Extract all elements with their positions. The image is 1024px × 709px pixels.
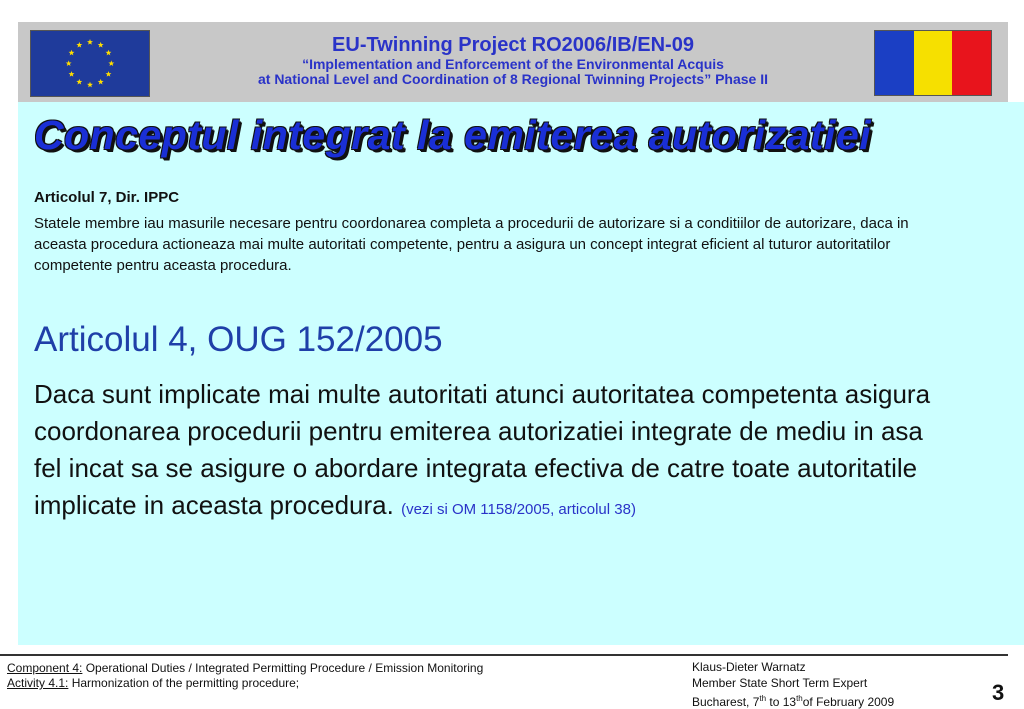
eu-stars <box>31 31 149 96</box>
page-number: 3 <box>992 680 1005 705</box>
date-place: Bucharest, 7 <box>692 695 760 709</box>
flag-stripe-blue <box>875 31 914 95</box>
footer-date <box>692 691 894 709</box>
date-end: of February 2009 <box>802 695 895 709</box>
eu-star-icon <box>108 60 114 66</box>
eu-star-icon <box>66 60 72 66</box>
eu-star-icon <box>106 71 112 77</box>
header-banner <box>18 22 1008 102</box>
eu-star-icon <box>87 39 93 45</box>
eu-star-icon <box>98 79 104 85</box>
footer-activity-line <box>7 676 483 691</box>
date-mid: to 13 <box>766 695 797 709</box>
oug-text: Daca sunt implicate mai multe autoritati atunci autoritatea competenta asigura coordonarea procedurii pentru emiterea autorizatiei integrate de mediu in asa fel incat sa se asigure o abordare integrata efectiva de catre toate autoritatile implicate in aceasta procedura. <box>34 379 931 520</box>
eu-star-icon <box>69 71 75 77</box>
footer-component-line <box>7 661 483 676</box>
eu-star-icon <box>87 82 93 88</box>
flag-stripe-red <box>952 31 991 95</box>
flag-stripe-yellow <box>914 31 953 95</box>
footer-left <box>7 661 483 691</box>
eu-star-icon <box>76 79 82 85</box>
date-sup-1: th <box>759 694 767 703</box>
eu-star-icon <box>106 50 112 56</box>
directive-heading: Articolul 7, Dir. IPPC <box>34 189 180 206</box>
eu-flag-icon <box>30 30 150 97</box>
eu-star-icon <box>98 42 104 48</box>
oug-heading: Articolul 4, OUG 152/2005 <box>34 320 443 359</box>
eu-star-icon <box>69 50 75 56</box>
project-subtitle-line2: at National Level and Coordination of 8 Regional Twinning Projects” Phase II <box>257 71 769 87</box>
eu-star-icon <box>76 42 82 48</box>
content-panel <box>18 102 1024 645</box>
romania-flag-icon <box>874 30 992 96</box>
component-label: Component 4: <box>7 661 83 675</box>
footer-right <box>692 659 894 709</box>
slide-title: Conceptul integrat la emiterea autorizatiei <box>34 112 872 158</box>
oug-paragraph <box>34 376 954 528</box>
project-subtitle-line1: “Implementation and Enforcement of the Environmental Acquis <box>302 56 724 72</box>
footer-divider <box>0 654 1008 656</box>
project-title: EU-Twinning Project RO2006/IB/EN-09 <box>332 34 694 56</box>
oug-reference: (vezi si OM 1158/2005, articolul 38) <box>401 501 636 518</box>
directive-text: Statele membre iau masurile necesare pentru coordonarea completa a procedurii de autorizare si a conditiilor de autorizare, daca in aceasta procedura actioneaza mai multe autoritati competente, pentru a asigura un concept integrat eficient al tuturor autoritatilor competente pentru aceasta procedura. <box>34 215 909 274</box>
component-text: Operational Duties / Integrated Permitting Procedure / Emission Monitoring <box>82 661 484 675</box>
author-name: Klaus-Dieter Warnatz <box>692 660 806 674</box>
activity-text: Harmonization of the permitting procedure; <box>68 676 300 690</box>
activity-label: Activity 4.1: <box>7 676 69 690</box>
date-sup-2: th <box>796 694 803 703</box>
author-role: Member State Short Term Expert <box>692 676 868 690</box>
header-text <box>168 34 858 87</box>
